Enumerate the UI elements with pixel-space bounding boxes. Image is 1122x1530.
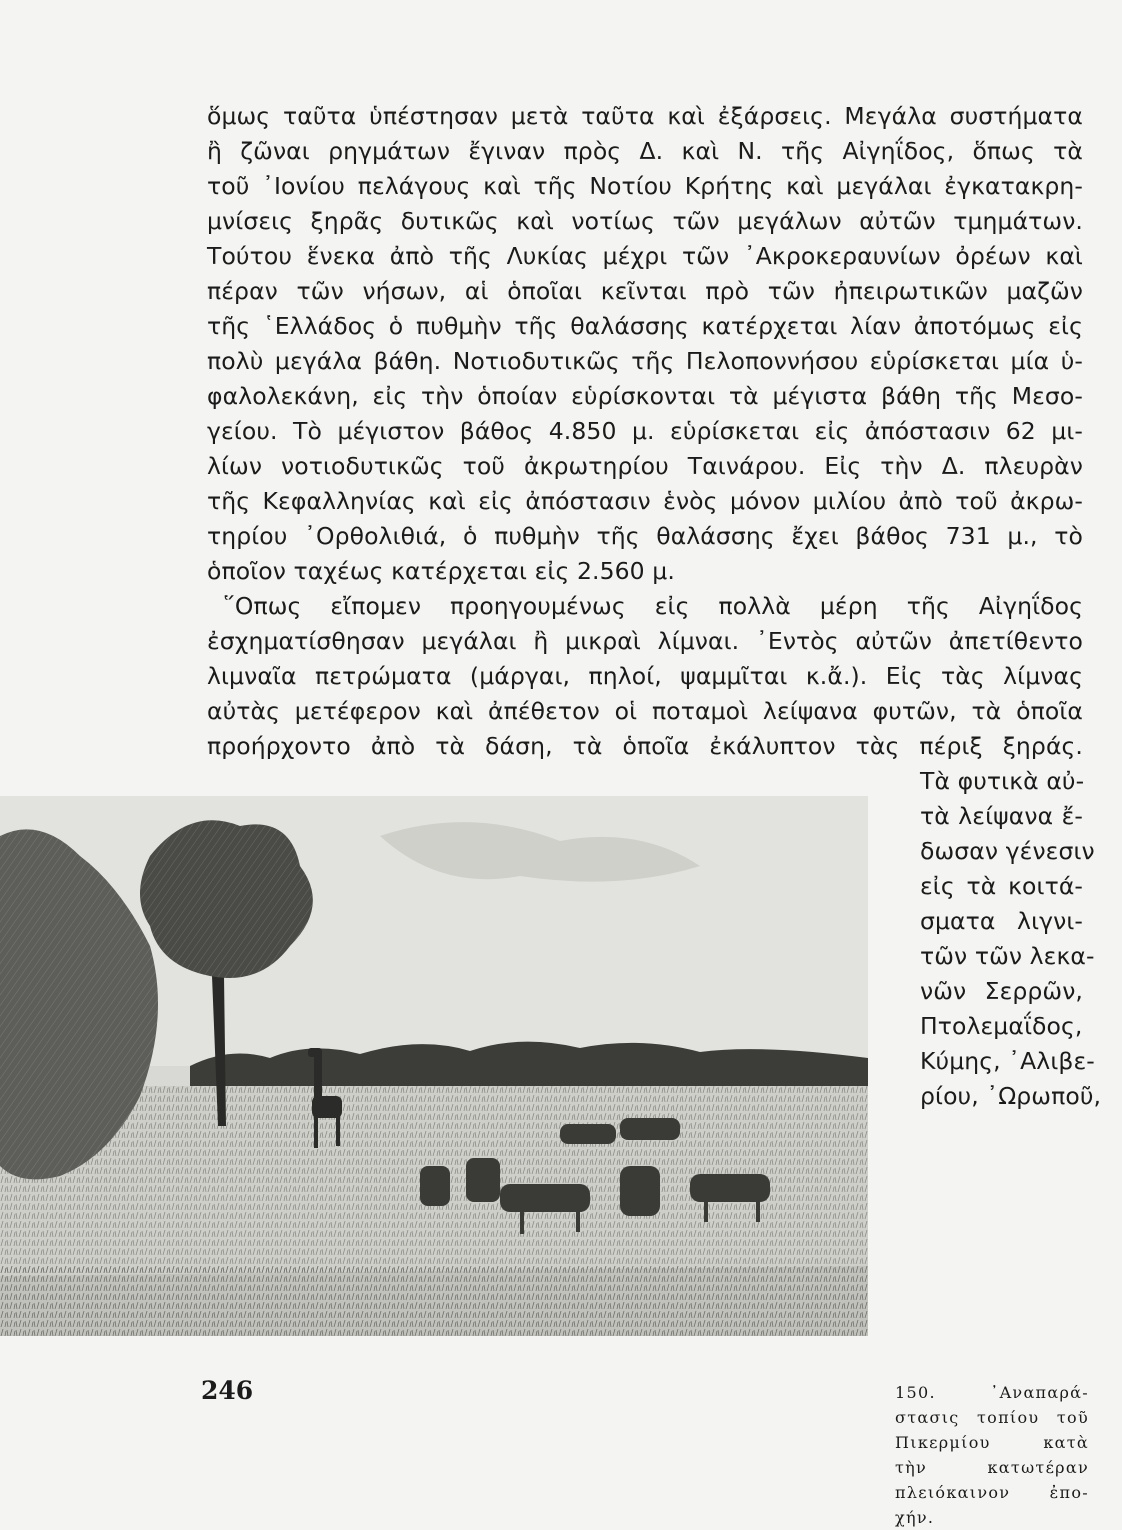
caption-line: 150. ᾿Αναπαρά- <box>895 1383 1089 1402</box>
body-line: πέραν τῶν νήσων, αἱ ὁποῖαι κεῖνται πρὸ τῶν ἠπειρωτικῶν μαζῶν <box>207 277 1083 305</box>
body-line: ἐσχηματίσθησαν μεγάλαι ἢ μικραὶ λίμναι. ᾿Εντὸς αὐτῶν ἀπετίθεντο <box>207 627 1083 655</box>
side-line: Κύμης, ᾿Αλιβε- <box>920 1047 1095 1075</box>
body-line: τῆς ῾Ελλάδος ὁ πυθμὴν τῆς θαλάσσης κατέρχεται λίαν ἀποτόμως εἰς <box>207 312 1083 340</box>
side-line: εἰς τὰ κοιτά- <box>920 872 1083 900</box>
body-line: ἢ ζῶναι ρηγμάτων ἔγιναν πρὸς Δ. καὶ Ν. τῆς Αἰγηΐδος, ὅπως τὰ <box>207 137 1083 165</box>
body-line: πολὺ μεγάλα βάθη. Νοτιοδυτικῶς τῆς Πελοποννήσου εὑρίσκεται μία ὑ- <box>207 347 1083 375</box>
side-line: τὰ λείψανα ἔ- <box>920 802 1083 830</box>
side-line: Τὰ φυτικὰ αὐ- <box>920 767 1085 795</box>
side-line: Πτολεμαΐδος, <box>920 1012 1083 1040</box>
body-line: λιμναῖα πετρώματα (μάργαι, πηλοί, ψαμμῖται κ.ἄ.). Εἰς τὰς λίμνας <box>207 662 1083 690</box>
body-line: ὅμως ταῦτα ὑπέστησαν μετὰ ταῦτα καὶ ἐξάρσεις. Μεγάλα συστήματα <box>207 102 1083 130</box>
body-line: ὁποῖον ταχέως κατέρχεται εἰς 2.560 μ. <box>207 557 675 585</box>
landscape-illustration <box>0 796 868 1336</box>
side-line: ρίου, ᾿Ωρωποῦ, <box>920 1082 1102 1110</box>
body-line: μνίσεις ξηρᾶς δυτικῶς καὶ νοτίως τῶν μεγάλων αὐτῶν τμημάτων. <box>207 207 1083 235</box>
caption-line: χήν. <box>895 1508 935 1527</box>
figure-caption <box>895 1380 1089 1530</box>
body-line: φαλολεκάνη, εἰς τὴν ὁποίαν εὑρίσκονται τὰ μέγιστα βάθη τῆς Μεσο- <box>207 382 1083 410</box>
caption-line: τὴν κατωτέραν <box>895 1458 1089 1477</box>
side-line: τῶν τῶν λεκα- <box>920 942 1095 970</box>
caption-line: Πικερμίου κατὰ <box>895 1433 1089 1452</box>
caption-line: στασις τοπίου τοῦ <box>895 1408 1089 1427</box>
body-line: Τούτου ἕνεκα ἀπὸ τῆς Λυκίας μέχρι τῶν ᾿Ακροκεραυνίων ὀρέων καὶ <box>207 242 1083 270</box>
body-line: προήρχοντο ἀπὸ τὰ δάση, τὰ ὁποῖα ἐκάλυπτον τὰς πέριξ ξηράς. <box>207 732 1083 760</box>
body-line: τηρίου ᾿Ορθολιθιά, ὁ πυθμὴν τῆς θαλάσσης ἔχει βάθος 731 μ., τὸ <box>207 522 1083 550</box>
body-line: λίων νοτιοδυτικῶς τοῦ ἀκρωτηρίου Ταινάρου. Εἰς τὴν Δ. πλευρὰν <box>207 452 1083 480</box>
caption-line: πλειόκαινον ἐπο- <box>895 1483 1089 1502</box>
body-line: τῆς Κεφαλληνίας καὶ εἰς ἀπόστασιν ἑνὸς μόνον μιλίου ἀπὸ τοῦ ἀκρω- <box>207 487 1083 515</box>
side-line: δωσαν γένεσιν <box>920 837 1095 865</box>
body-line: τοῦ ᾿Ιονίου πελάγους καὶ τῆς Νοτίου Κρήτης καὶ μεγάλαι ἐγκατακρη- <box>207 172 1083 200</box>
page-number: 246 <box>201 1376 254 1405</box>
body-line: ῞Οπως εἴπομεν προηγουμένως εἰς πολλὰ μέρη τῆς Αἰγηΐδος <box>223 592 1083 620</box>
landscape-drawing <box>0 796 868 1336</box>
body-line: γείου. Τὸ μέγιστον βάθος 4.850 μ. εὑρίσκεται εἰς ἀπόστασιν 62 μι- <box>207 417 1083 445</box>
body-line: αὐτὰς μετέφερον καὶ ἀπέθετον οἱ ποταμοὶ λείψανα φυτῶν, τὰ ὁποῖα <box>207 697 1083 725</box>
side-line: νῶν Σερρῶν, <box>920 977 1083 1005</box>
side-line: σματα λιγνι- <box>920 907 1083 935</box>
